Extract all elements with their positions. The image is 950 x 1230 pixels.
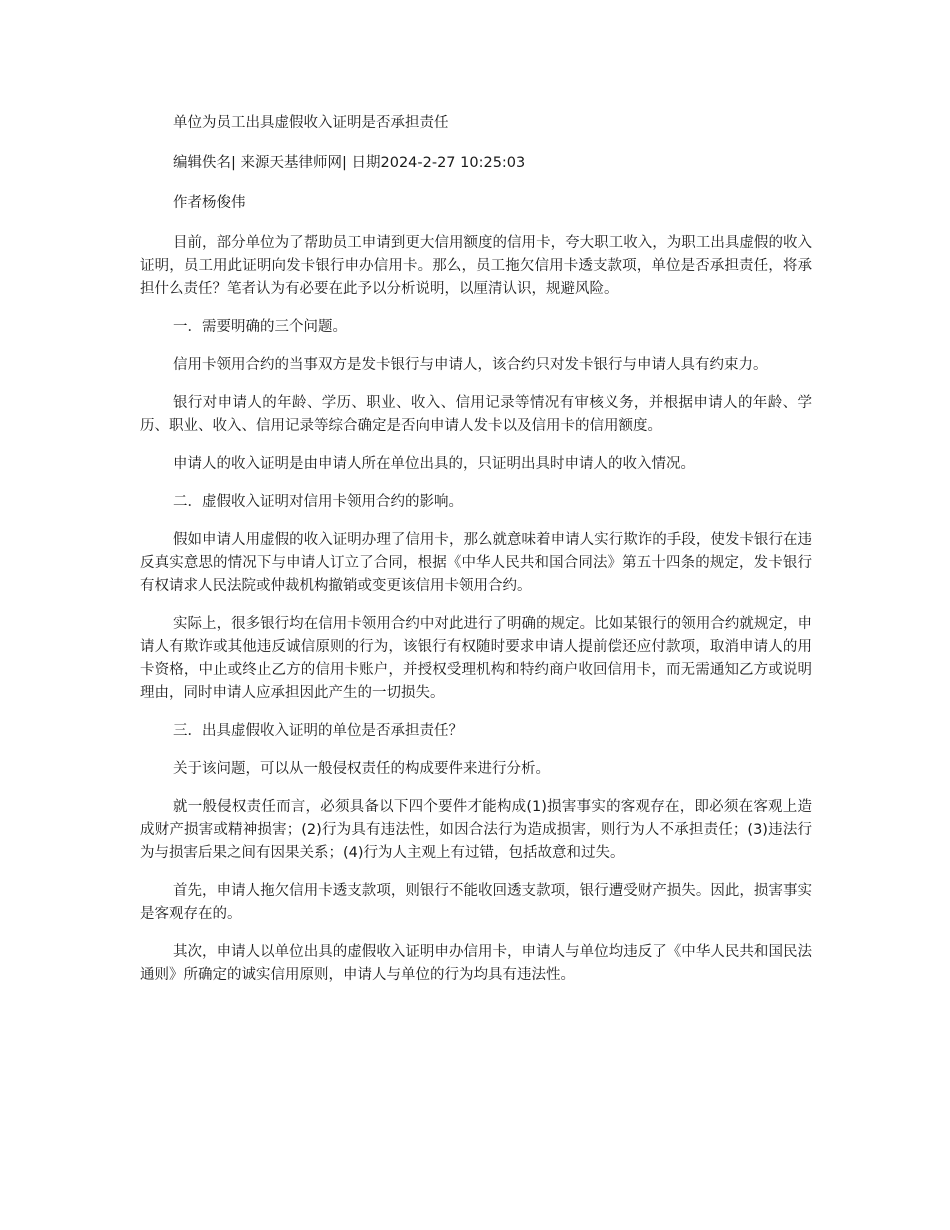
document-page xyxy=(140,112,812,1002)
paragraph: 申请人的收入证明是由申请人所在单位出具的，只证明出具时申请人的收入情况。 xyxy=(173,456,695,472)
paragraph: 银行对申请人的年龄、学历、职业、收入、信用记录等情况有审核义务，并根据申请人的年龄、学历、职业、收入、信用记录等综合确定是否向申请人发卡以及信用卡的信用额度。 xyxy=(140,395,812,434)
paragraph: 假如申请人用虚假的收入证明办理了信用卡，那么就意味着申请人实行欺诈的手段，使发卡银行在违反真实意思的情况下与申请人订立了合同，根据《中华人民共和国合同法》第五十四条的规定，发卡银行有权请求人民法院或仲裁机构撤销或变更该信用卡领用合约。 xyxy=(140,532,812,594)
section-heading-3: 三．出具虚假收入证明的单位是否承担责任？ xyxy=(173,723,463,739)
section-heading-1: 一．需要明确的三个问题。 xyxy=(173,319,347,335)
paragraph: 关于该问题，可以从一般侵权责任的构成要件来进行分析。 xyxy=(173,761,550,777)
paragraph: 首先，申请人拖欠信用卡透支款项，则银行不能收回透支款项，银行遭受财产损失。因此，损害事实是客观存在的。 xyxy=(140,883,812,922)
article-meta: 编辑佚名| 来源天基律师网| 日期2024-2-27 10:25:03 xyxy=(173,155,526,171)
section-heading-2: 二．虚假收入证明对信用卡领用合约的影响。 xyxy=(173,494,463,510)
paragraph-intro: 目前，部分单位为了帮助员工申请到更大信用额度的信用卡，夸大职工收入，为职工出具虚假的收入证明，员工用此证明向发卡银行申办信用卡。那么，员工拖欠信用卡透支款项，单位是否承担责任，将承担什么责任？笔者认为有必要在此予以分析说明，以厘清认识，规避风险。 xyxy=(140,235,812,297)
paragraph: 就一般侵权责任而言，必须具备以下四个要件才能构成(1)损害事实的客观存在，即必须在客观上造成财产损害或精神损害；(2)行为具有违法性，如因合法行为造成损害，则行为人不承担责任；(3)违法行为与损害后果之间有因果关系；(4)行为人主观上有过错，包括故意和过失。 xyxy=(140,799,812,861)
paragraph: 实际上，很多银行均在信用卡领用合约中对此进行了明确的规定。比如某银行的领用合约就规定，申请人有欺诈或其他违反诚信原则的行为，该银行有权随时要求申请人提前偿还应付款项，取消申请人的用卡资格，中止或终止乙方的信用卡账户，并授权受理机构和特约商户收回信用卡，而无需通知乙方或说明理由，同时申请人应承担因此产生的一切损失。 xyxy=(140,616,812,701)
article-title: 单位为员工出具虚假收入证明是否承担责任 xyxy=(173,115,449,131)
article-author: 作者杨俊伟 xyxy=(173,195,246,211)
paragraph: 其次，申请人以单位出具的虚假收入证明申办信用卡，申请人与单位均违反了《中华人民共和国民法通则》所确定的诚实信用原则，申请人与单位的行为均具有违法性。 xyxy=(140,944,812,983)
paragraph: 信用卡领用合约的当事双方是发卡银行与申请人，该合约只对发卡银行与申请人具有约束力。 xyxy=(173,357,768,373)
